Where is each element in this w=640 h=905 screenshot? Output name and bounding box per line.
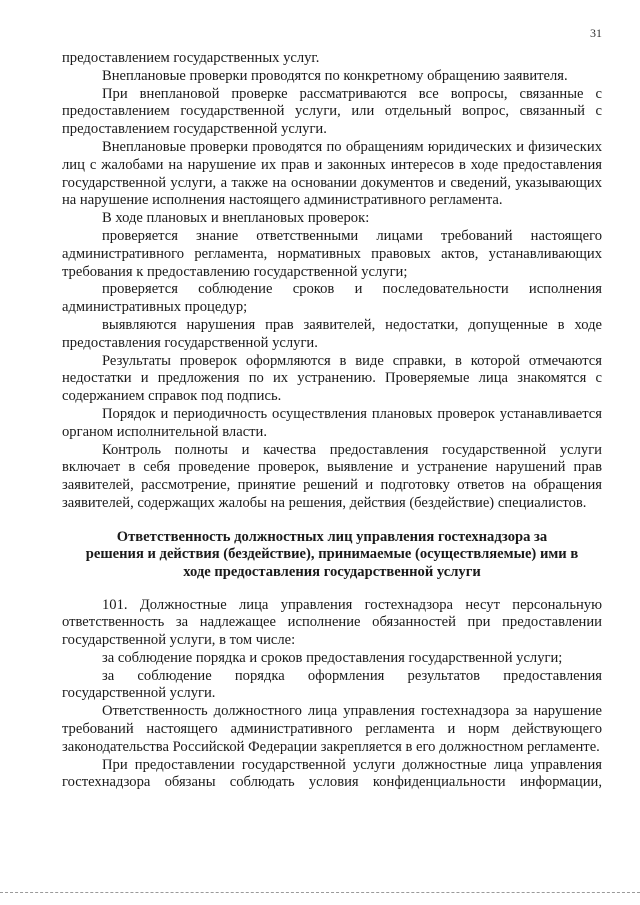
heading-line: Ответственность должностных лиц управления гостехнадзора за [116, 528, 548, 545]
page-number: 31 [590, 26, 602, 40]
paragraph: В ходе плановых и внеплановых проверок: [102, 210, 370, 227]
paragraph: выявляются нарушения прав заявителей, недостатки, допущенные в ходе предоставления государственной услуги. [62, 316, 602, 351]
document-body [62, 50, 602, 792]
paragraph: Внеплановые проверки проводятся по конкретному обращению заявителя. [102, 67, 568, 84]
paragraph: При предоставлении государственной услуги должностные лица управления гостехнадзора обязаны соблюдать условия конфиденциальности информации, [62, 756, 602, 791]
section-before [62, 50, 602, 513]
section-heading [62, 529, 602, 582]
paragraph: При внеплановой проверке рассматриваются все вопросы, связанные с предоставлением государственной услуги, или отдельный вопрос, связанный с предоставлением государственной услуги. [62, 85, 602, 138]
page-bottom-rule [0, 892, 640, 893]
paragraph: Порядок и периодичность осуществления плановых проверок устанавливается органом исполнительной власти. [62, 405, 602, 440]
paragraph: Контроль полноты и качества предоставления государственной услуги включает в себя проведение проверок, выявление и устранение нарушений прав заявителей, рассмотрение, принятие решений и подготовку ответов на обращения заявителей, содержащих жалобы на решения, действия (бездействие) специалистов. [62, 441, 602, 511]
paragraph: Внеплановые проверки проводятся по обращениям юридических и физических лиц с жалобами на нарушение их прав и законных интересов в ходе предоставления государственной услуги, а также на основании документов и сведений, указывающих на нарушение исполнения настоящего административного регламента. [62, 138, 602, 209]
paragraph: Результаты проверок оформляются в виде справки, в которой отмечаются недостатки и предложения по их устранению. Проверяемые лица знакомятся с содержанием справок под подпись. [62, 352, 602, 405]
paragraph: 101. Должностные лица управления гостехнадзора несут персональную ответственность за надлежащее исполнение обязанностей при предоставлении государственной услуги, в том числе: [62, 596, 602, 649]
paragraph: за соблюдение порядка и сроков предоставления государственной услуги; [102, 649, 563, 666]
heading-line: решения и действия (бездействие), принимаемые (осуществляемые) ими в [85, 546, 579, 563]
paragraph: проверяется знание ответственными лицами требований настоящего административного регламента, нормативных правовых актов, устанавливающих требования к предоставлению государственной услуги; [62, 227, 602, 280]
paragraph: проверяется соблюдение сроков и последовательности исполнения административных процедур; [62, 281, 602, 316]
paragraph: за соблюдение порядка оформления результатов предоставления государственной услуги. [62, 667, 602, 702]
section-after [62, 597, 602, 793]
paragraph: предоставлением государственных услуг. [62, 50, 320, 66]
paragraph: Ответственность должностного лица управления гостехнадзора за нарушение требований настоящего административного регламента и норм действующего законодательства Российской Федерации закрепляется в его должностном регламенте. [62, 703, 602, 755]
heading-line: ходе предоставления государственной услуги [183, 563, 481, 580]
